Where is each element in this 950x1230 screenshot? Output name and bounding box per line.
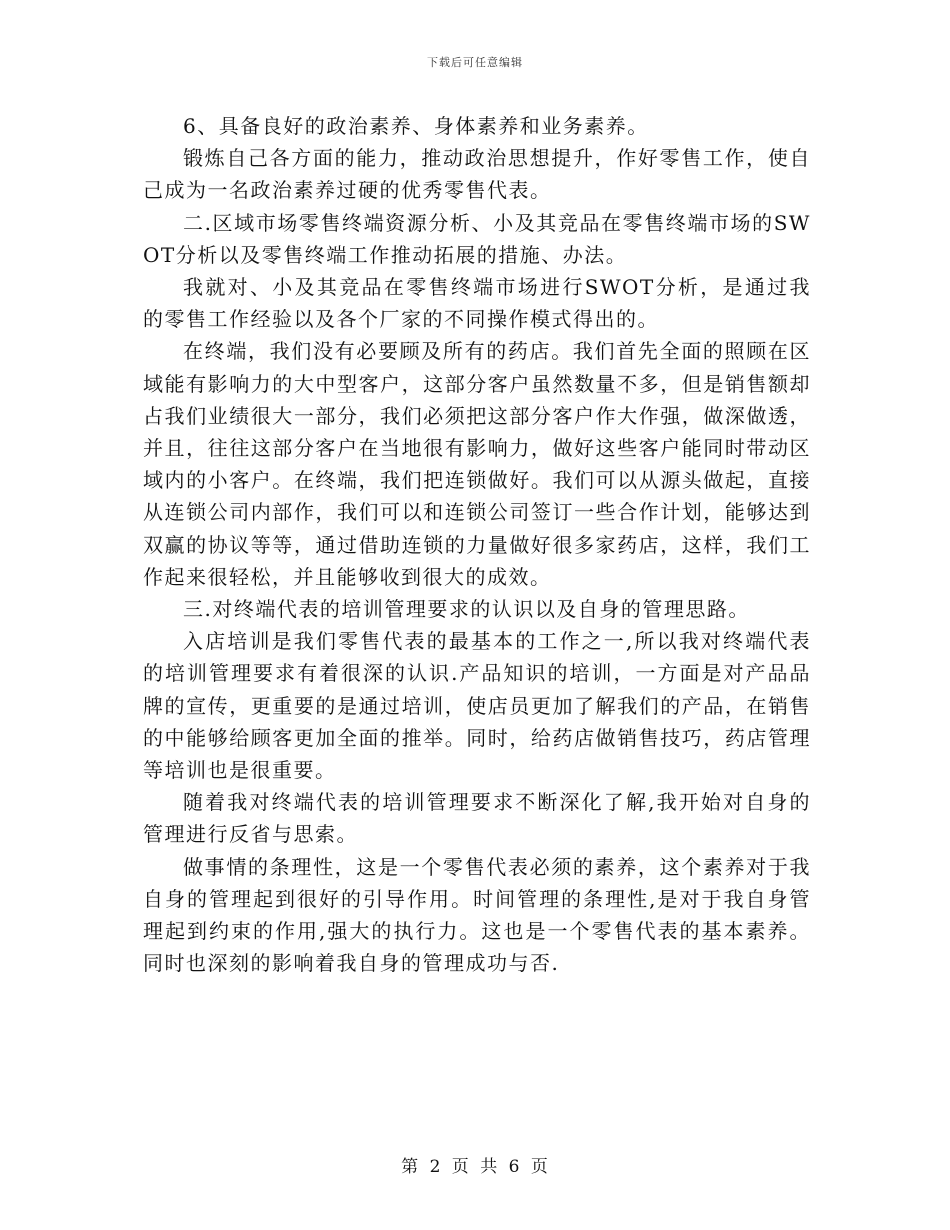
- page-footer: 第 2 页 共 6 页: [401, 1157, 549, 1177]
- section-heading-2: 二.区域市场零售终端资源分析、小及其竞品在零售终端市场的SWOT分析以及零售终端工作推动拓展的措施、办法。: [143, 210, 811, 267]
- page-header: 下载后可任意编辑: [427, 56, 523, 69]
- paragraph-ability: 锻炼自己各方面的能力，推动政治思想提升，作好零售工作，使自己成为一名政治素养过硬的优秀零售代表。: [143, 146, 811, 203]
- paragraph-organization: 做事情的条理性，这是一个零售代表必须的素养，这个素养对于我自身的管理起到很好的引导作用。时间管理的条理性,是对于我自身管理起到约束的作用,强大的执行力。这也是一个零售代表的基本素养。同时也深刻的影响着我自身的管理成功与否.: [143, 854, 811, 976]
- section-heading-3: 三.对终端代表的培训管理要求的认识以及自身的管理思路。: [183, 597, 750, 622]
- paragraph-reflection: 随着我对终端代表的培训管理要求不断深化了解,我开始对自身的管理进行反省与思索。: [143, 790, 811, 847]
- paragraph-terminal: 在终端，我们没有必要顾及所有的药店。我们首先全面的照顾在区域能有影响力的大中型客户，这部分客户虽然数量不多，但是销售额却占我们业绩很大一部分，我们必须把这部分客户作大作强，做深做透，并且，往往这部分客户在当地很有影响力，做好这些客户能同时带动区域内的小客户。在终端，我们把连锁做好。我们可以从源头做起，直接从连锁公司内部作，我们可以和连锁公司签订一些合作计划，能够达到双赢的协议等等，通过借助连锁的力量做好很多家药店，这样，我们工作起来很轻松，并且能够收到很大的成效。: [143, 339, 811, 589]
- paragraph-swot: 我就对、小及其竞品在零售终端市场进行SWOT分析，是通过我的零售工作经验以及各个厂家的不同操作模式得出的。: [143, 275, 811, 332]
- paragraph-training: 入店培训是我们零售代表的最基本的工作之一,所以我对终端代表的培训管理要求有着很深的认识.产品知识的培训，一方面是对产品品牌的宣传，更重要的是通过培训，使店员更加了解我们的产品，在销售的中能够给顾客更加全面的推举。同时，给药店做销售技巧，药店管理等培训也是很重要。: [143, 629, 811, 783]
- paragraph-qualities: 6、具备良好的政治素养、身体素养和业务素养。: [183, 114, 649, 138]
- document-body: [143, 110, 811, 979]
